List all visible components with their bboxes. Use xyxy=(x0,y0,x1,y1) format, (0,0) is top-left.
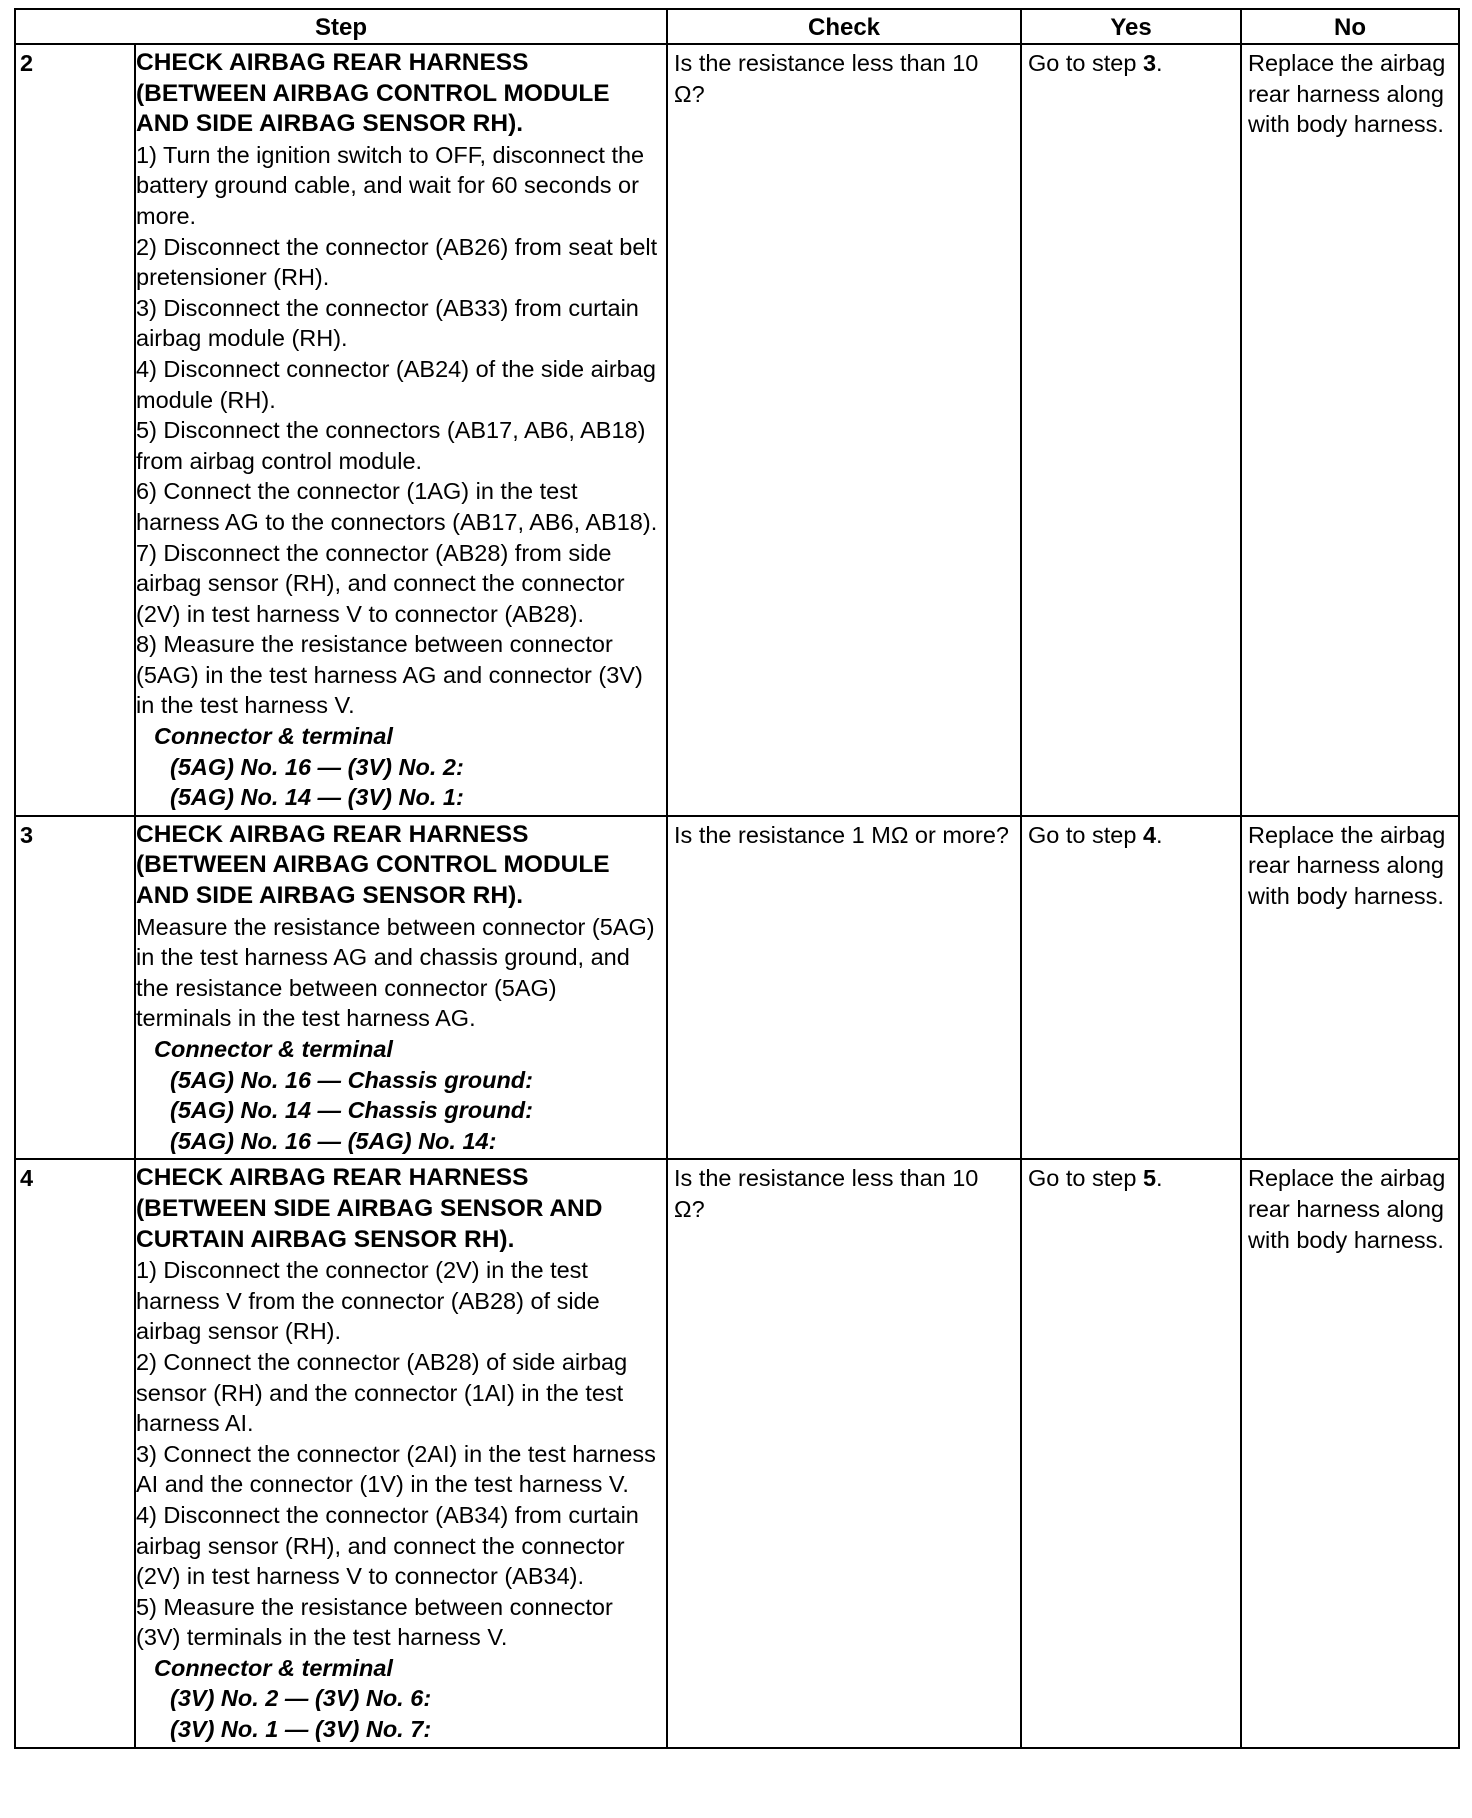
check-cell: Is the resistance less than 10 Ω? xyxy=(667,1159,1021,1747)
yes-cell xyxy=(1021,816,1241,1160)
step-number: 3 xyxy=(15,816,135,1160)
table-row xyxy=(15,816,1459,1160)
no-cell: Replace the airbag rear harness along with body harness. xyxy=(1241,816,1459,1160)
instruction: 5) Measure the resistance between connector (3V) terminals in the test harness V. xyxy=(136,1593,613,1651)
yes-suffix: . xyxy=(1156,50,1163,76)
connector-terminal-heading: Connector & terminal xyxy=(154,1036,393,1062)
no-column-header: No xyxy=(1241,9,1459,44)
connector-terminal-value: (3V) No. 2 — (3V) No. 6: xyxy=(170,1685,432,1712)
connector-terminal-value: (5AG) No. 14 — (3V) No. 1: xyxy=(170,784,464,811)
check-column-header: Check xyxy=(667,9,1021,44)
step-number: 4 xyxy=(15,1159,135,1747)
diagnostic-table xyxy=(14,8,1460,1749)
yes-step-number: 3 xyxy=(1142,50,1157,76)
connector-terminal-value: (5AG) No. 14 — Chassis ground: xyxy=(170,1097,533,1124)
step-number: 2 xyxy=(15,44,135,816)
yes-suffix: . xyxy=(1156,1165,1163,1192)
instruction: 5) Disconnect the connectors (AB17, AB6, AB18) from airbag control module. xyxy=(136,417,646,474)
instruction: 2) Connect the connector (AB28) of side airbag sensor (RH) and the connector (1AI) in the test harness AI. xyxy=(136,1348,628,1437)
connector-terminal-value: (5AG) No. 16 — (5AG) No. 14: xyxy=(170,1127,497,1154)
instruction: 8) Measure the resistance between connector (5AG) in the test harness AG and connector (3V) in the test harness V. xyxy=(136,631,643,719)
check-cell: Is the resistance less than 10 Ω? xyxy=(667,44,1021,816)
connector-terminal-value: (5AG) No. 16 — (3V) No. 2: xyxy=(170,753,464,780)
instruction: 7) Disconnect the connector (AB28) from side airbag sensor (RH), and connect the connector (2V) in test harness V to connector (AB28). xyxy=(136,539,625,627)
instruction: 1) Disconnect the connector (2V) in the test harness V from the connector (AB28) of side airbag sensor (RH). xyxy=(136,1257,600,1345)
yes-step-number: 4 xyxy=(1142,821,1157,848)
table-row xyxy=(15,44,1459,816)
table-row xyxy=(15,1159,1459,1747)
yes-prefix: Go to step xyxy=(1028,821,1143,848)
connector-terminal-value: (5AG) No. 16 — Chassis ground: xyxy=(170,1066,533,1093)
yes-prefix: Go to step xyxy=(1028,50,1143,76)
instruction: 1) Turn the ignition switch to OFF, disconnect the battery ground cable, and wait for 60 seconds or more. xyxy=(136,141,645,229)
step-title: CHECK AIRBAG REAR HARNESS (BETWEEN SIDE AIRBAG SENSOR AND CURTAIN AIRBAG SENSOR RH). xyxy=(136,1164,603,1253)
step-title: CHECK AIRBAG REAR HARNESS (BETWEEN AIRBAG CONTROL MODULE AND SIDE AIRBAG SENSOR RH). xyxy=(136,820,610,910)
step-column-header: Step xyxy=(15,9,667,44)
instruction: 2) Disconnect the connector (AB26) from seat belt pretensioner (RH). xyxy=(136,233,658,291)
step-description xyxy=(135,1159,667,1747)
no-cell: Replace the airbag rear harness along with body harness. xyxy=(1241,1159,1459,1747)
instruction: 6) Connect the connector (1AG) in the test harness AG to the connectors (AB17, AB6, AB18). xyxy=(136,478,658,535)
yes-prefix: Go to step xyxy=(1028,1165,1143,1192)
instruction: 3) Connect the connector (2AI) in the test harness AI and the connector (1V) in the test harness V. xyxy=(136,1440,656,1498)
yes-step-number: 5 xyxy=(1142,1165,1157,1192)
instruction: 4) Disconnect the connector (AB34) from curtain airbag sensor (RH), and connect the connector (2V) in test harness V to connector (AB34). xyxy=(136,1501,639,1590)
header-row xyxy=(15,9,1459,44)
connector-terminal-heading: Connector & terminal xyxy=(154,723,393,750)
step-title: CHECK AIRBAG REAR HARNESS (BETWEEN AIRBAG CONTROL MODULE AND SIDE AIRBAG SENSOR RH). xyxy=(136,49,610,138)
no-cell: Replace the airbag rear harness along with body harness. xyxy=(1241,44,1459,816)
step-description xyxy=(135,816,667,1160)
yes-cell xyxy=(1021,44,1241,816)
check-cell: Is the resistance 1 MΩ or more? xyxy=(667,816,1021,1160)
yes-suffix: . xyxy=(1156,821,1163,848)
instruction: 4) Disconnect connector (AB24) of the side airbag module (RH). xyxy=(136,355,656,413)
instruction: Measure the resistance between connector (5AG) in the test harness AG and chassis ground, and the resistance between connector (5AG) terminals in the test harness AG. xyxy=(136,913,655,1032)
connector-terminal-heading: Connector & terminal xyxy=(154,1654,393,1681)
yes-cell xyxy=(1021,1159,1241,1747)
step-description xyxy=(135,44,667,816)
connector-terminal-value: (3V) No. 1 — (3V) No. 7: xyxy=(170,1716,432,1743)
yes-column-header: Yes xyxy=(1021,9,1241,44)
instruction: 3) Disconnect the connector (AB33) from curtain airbag module (RH). xyxy=(136,294,639,352)
